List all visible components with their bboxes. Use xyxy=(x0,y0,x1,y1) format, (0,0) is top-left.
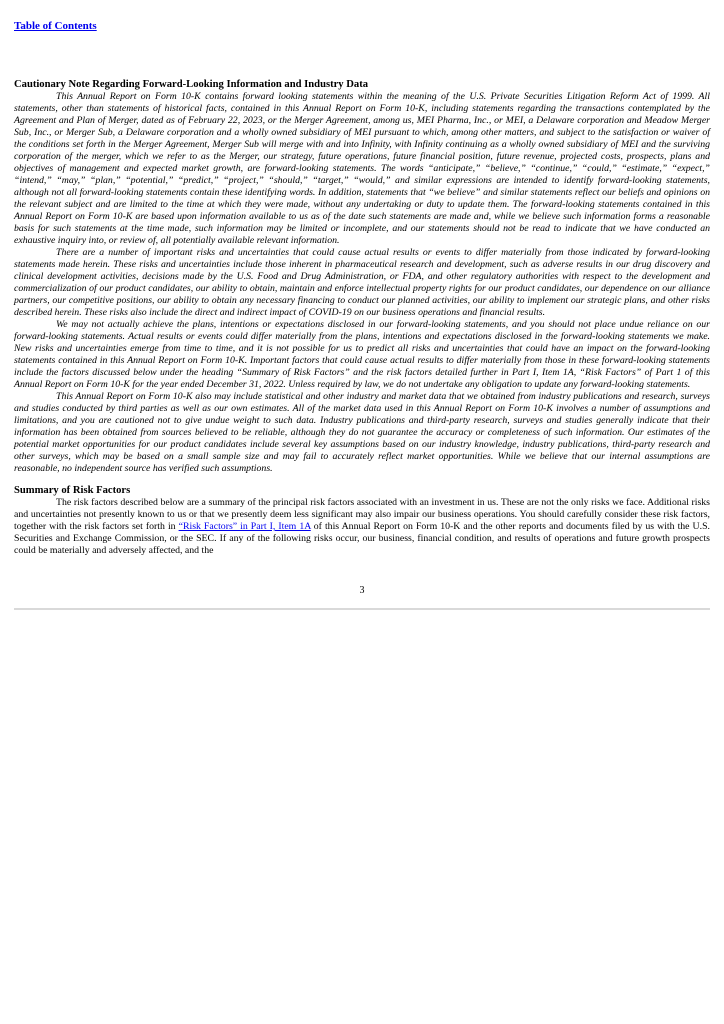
footer-divider xyxy=(14,608,710,610)
summary-of-risk-factors-heading: Summary of Risk Factors xyxy=(14,485,131,496)
cautionary-paragraph-1: This Annual Report on Form 10-K contains forward looking statements within the meaning of the U.S. Private Securities Litigation Reform Act of 1999. All statements, other than statements of historical facts, contained in this Annual Report on Form 10-K, including statements regarding the transactions contemplated by the Agreement and Plan of Merger, dated as of February 22, 2023, or the Merger Agreement, among us, MEI Pharma, Inc., or MEI, a Delaware corporation and Meadow Merger Sub, Inc., or Merger Sub, a Delaware corporation and a wholly owned subsidiary of MEI pursuant to which, among other matters, and subject to the satisfaction or waiver of the conditions set forth in the Merger Agreement, Merger Sub will merge with and into Infinity, with Infinity continuing as a wholly owned subsidiary of MEI and the surviving corporation of the merger, which we refer to as the Merger, our strategy, future operations, future financial position, future revenue, projected costs, prospects, plans and objectives of management and expected market growth, are forward-looking statements. The words “anticipate,” “believe,” “continue,” “could,” “estimate,” “expect,” “intend,” “may,” “plan,” “potential,” “predict,” “project,” “should,” “target,” “would,” and similar expressions are intended to identify forward-looking statements, although not all forward-looking statements contain these identifying words. In addition, statements that “we believe” and similar statements reflect our beliefs and opinions on the relevant subject and are limited to the time at which they were made, without any undertaking or duty to update them. The forward-looking statements contained in this Annual Report on Form 10-K are based upon information available to us as of the date such statements are made and, while we believe such information forms a reasonable basis for such statements at the time made, such information may be limited or incomplete, and our statements should not be read to indicate that we have conducted an exhaustive inquiry into, or review of, all potentially available relevant information. xyxy=(14,91,710,246)
risk-factors-link[interactable]: “Risk Factors” in Part I, Item 1A xyxy=(178,521,311,532)
table-of-contents-link[interactable]: Table of Contents xyxy=(14,20,97,32)
page-number: 3 xyxy=(359,585,365,596)
risk-summary-text-before-link: The risk factors described below are a summary of the principal risk factors associated with an investment in us. These are not the only risks we face. Additional risks and uncertainties not presently known to us or that we presently deem less significant may also impair our business operations. You should carefully consider these risk factors, together with the risk factors set forth in xyxy=(14,497,710,532)
cautionary-paragraph-2: There are a number of important risks and uncertainties that could cause actual results or events to differ materially from those indicated by forward-looking statements made herein. These risks and uncertainties include those inherent in pharmaceutical research and development, such as adverse results in our drug discovery and clinical development activities, decisions made by the U.S. Food and Drug Administration, or FDA, and other regulatory authorities with respect to the development and commercialization of our product candidates, our ability to obtain, maintain and enforce intellectual property rights for our product candidates, our dependence on our alliance partners, our competitive positions, our ability to obtain any necessary financing to conduct our planned activities, our ability to implement our strategic plans, and other risks described herein. These risks also include the direct and indirect impact of COVID-19 on our business operations and financial results. xyxy=(14,247,710,318)
cautionary-note-heading: Cautionary Note Regarding Forward-Looking Information and Industry Data xyxy=(14,79,369,90)
cautionary-paragraph-4: This Annual Report on Form 10-K also may include statistical and other industry and market data that we obtained from industry publications and research, surveys and studies conducted by third parties as well as our own estimates. All of the market data used in this Annual Report on Form 10-K involves a number of assumptions and limitations, and you are cautioned not to give undue weight to such data. Industry publications and third-party research, surveys and studies generally indicate that their information has been obtained from sources believed to be reliable, although they do not guarantee the accuracy or completeness of such information. Our estimates of the potential market opportunities for our product candidates include several key assumptions based on our industry knowledge, industry publications, third-party research and other surveys, which may be based on a small sample size and may fail to accurately reflect market opportunities. While we believe that our internal assumptions are reasonable, no independent source has verified such assumptions. xyxy=(14,391,710,474)
risk-summary-paragraph xyxy=(14,497,710,557)
risk-summary-text-after-link: of this Annual Report on Form 10-K and the other reports and documents filed by us with the U.S. Securities and Exchange Commission, or the SEC. If any of the following risks occur, our business, financial condition, and results of operations and future growth prospects could be materially and adversely affected, and the xyxy=(14,521,710,556)
cautionary-paragraph-3: We may not actually achieve the plans, intentions or expectations disclosed in our forward-looking statements, and you should not place undue reliance on our forward-looking statements. Actual results or events could differ materially from the plans, intentions and expectations disclosed in the forward-looking statements we make. New risks and uncertainties emerge from time to time, and it is not possible for us to predict all risks and uncertainties that could have an impact on the forward-looking statements contained in this Annual Report on Form 10-K. Important factors that could cause actual results to differ materially from those in these forward-looking statements include the factors discussed below under the heading “Summary of Risk Factors” and the risk factors detailed further in Part I, Item 1A, “Risk Factors” of Part 1 of this Annual Report on Form 10-K for the year ended December 31, 2022. Unless required by law, we do not undertake any obligation to update any forward-looking statements. xyxy=(14,319,710,390)
